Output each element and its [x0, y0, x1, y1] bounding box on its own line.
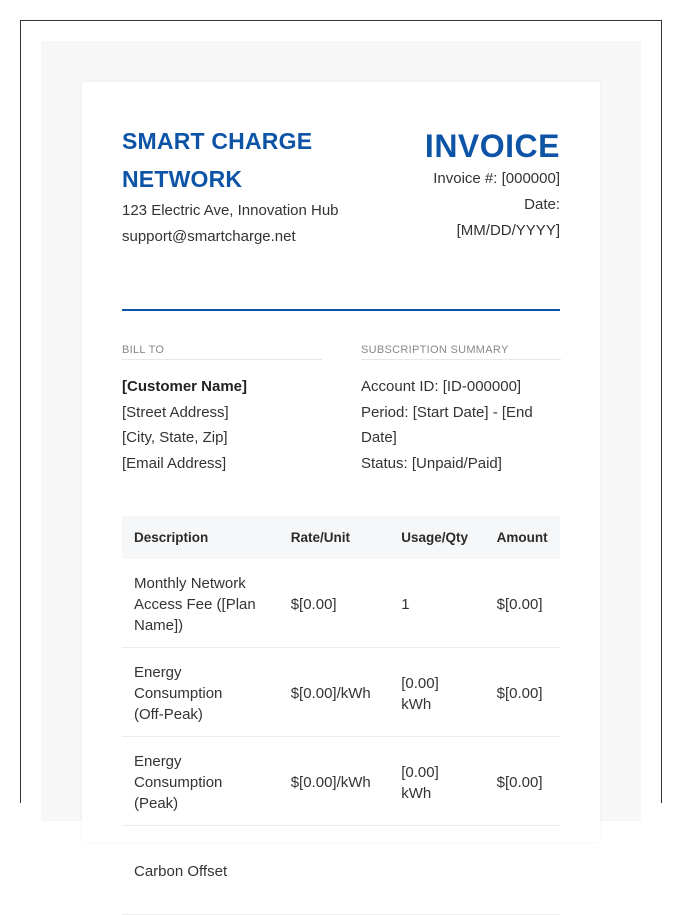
row-rate: [279, 826, 390, 915]
customer-street: [Street Address]: [122, 403, 229, 421]
description-line: Access Fee ([Plan: [134, 596, 256, 613]
qty-line: 1: [401, 596, 410, 613]
row-description: [122, 648, 279, 737]
description-line: Name]): [134, 617, 184, 634]
row-rate: $[0.00]: [279, 559, 390, 648]
column-header-amount: Amount: [485, 516, 560, 559]
invoice-number: Invoice #: [000000]: [433, 170, 560, 187]
row-amount: $[0.00]: [485, 648, 560, 737]
row-amount: $[0.00]: [485, 737, 560, 826]
column-header-rate: Rate/Unit: [279, 516, 390, 559]
row-rate: $[0.00]/kWh: [279, 737, 390, 826]
bill-to-heading: BILL TO: [122, 344, 322, 360]
customer-city: [City, State, Zip]: [122, 429, 228, 446]
row-description: [122, 559, 279, 648]
company-name-line2: NETWORK: [122, 166, 243, 192]
description-line: Carbon Offset: [134, 863, 228, 880]
row-description: [122, 826, 279, 915]
description-line: Monthly Network: [134, 575, 246, 592]
row-qty: [389, 648, 484, 737]
invoice-title: INVOICE: [424, 128, 560, 164]
customer-email: [Email Address]: [122, 454, 227, 472]
qty-line: [0.00]: [401, 763, 439, 781]
description-line: (Off-Peak): [134, 706, 203, 723]
row-qty: [389, 826, 484, 915]
billing-period-line1: Period: [Start Date] - [End: [361, 403, 533, 421]
customer-name: [Customer Name]: [122, 378, 248, 395]
row-amount: $[0.00]: [485, 559, 560, 648]
row-qty: [389, 559, 484, 648]
subscription-summary-block: [361, 344, 561, 476]
company-name-line1: SMART CHARGE: [122, 128, 313, 154]
billing-period-line2: Date]: [361, 429, 397, 446]
row-amount: [485, 826, 560, 915]
payment-status: Status: [Unpaid/Paid]: [361, 454, 502, 472]
qty-line: kWh: [401, 784, 432, 802]
row-rate: $[0.00]/kWh: [279, 648, 390, 737]
document-viewport: [20, 20, 662, 880]
table-row: [122, 826, 560, 915]
invoice-date-label: Date:: [524, 196, 560, 213]
parties-section: [122, 311, 560, 516]
qty-line: [0.00]: [401, 674, 439, 692]
subscription-heading: SUBSCRIPTION SUMMARY: [361, 344, 561, 360]
column-header-qty: Usage/Qty: [389, 516, 484, 559]
invoice-page: [82, 82, 600, 880]
table-row: [122, 737, 560, 826]
account-id: Account ID: [ID-000000]: [361, 378, 522, 395]
description-line: Energy: [134, 753, 182, 770]
table-row: [122, 648, 560, 737]
invoice-date-value: [MM/DD/YYYY]: [456, 222, 560, 239]
description-line: Energy: [134, 664, 182, 681]
line-items-table: [122, 516, 560, 915]
table-row: [122, 559, 560, 648]
row-description: [122, 737, 279, 826]
row-qty: [389, 737, 484, 826]
qty-line: kWh: [401, 695, 432, 713]
description-line: (Peak): [134, 795, 179, 812]
table-header-row: [122, 516, 560, 559]
invoice-header: [122, 122, 560, 311]
invoice-content: [122, 122, 560, 915]
invoice-meta-block: [360, 126, 560, 244]
company-email: support@smartcharge.net: [122, 228, 296, 245]
bill-to-block: [122, 344, 322, 476]
column-header-description: Description: [122, 516, 279, 559]
description-line: Consumption: [134, 774, 223, 791]
company-address: 123 Electric Ave, Innovation Hub: [122, 202, 339, 219]
document-background: [41, 41, 641, 880]
description-line: Consumption: [134, 685, 223, 702]
company-info: [122, 122, 382, 250]
